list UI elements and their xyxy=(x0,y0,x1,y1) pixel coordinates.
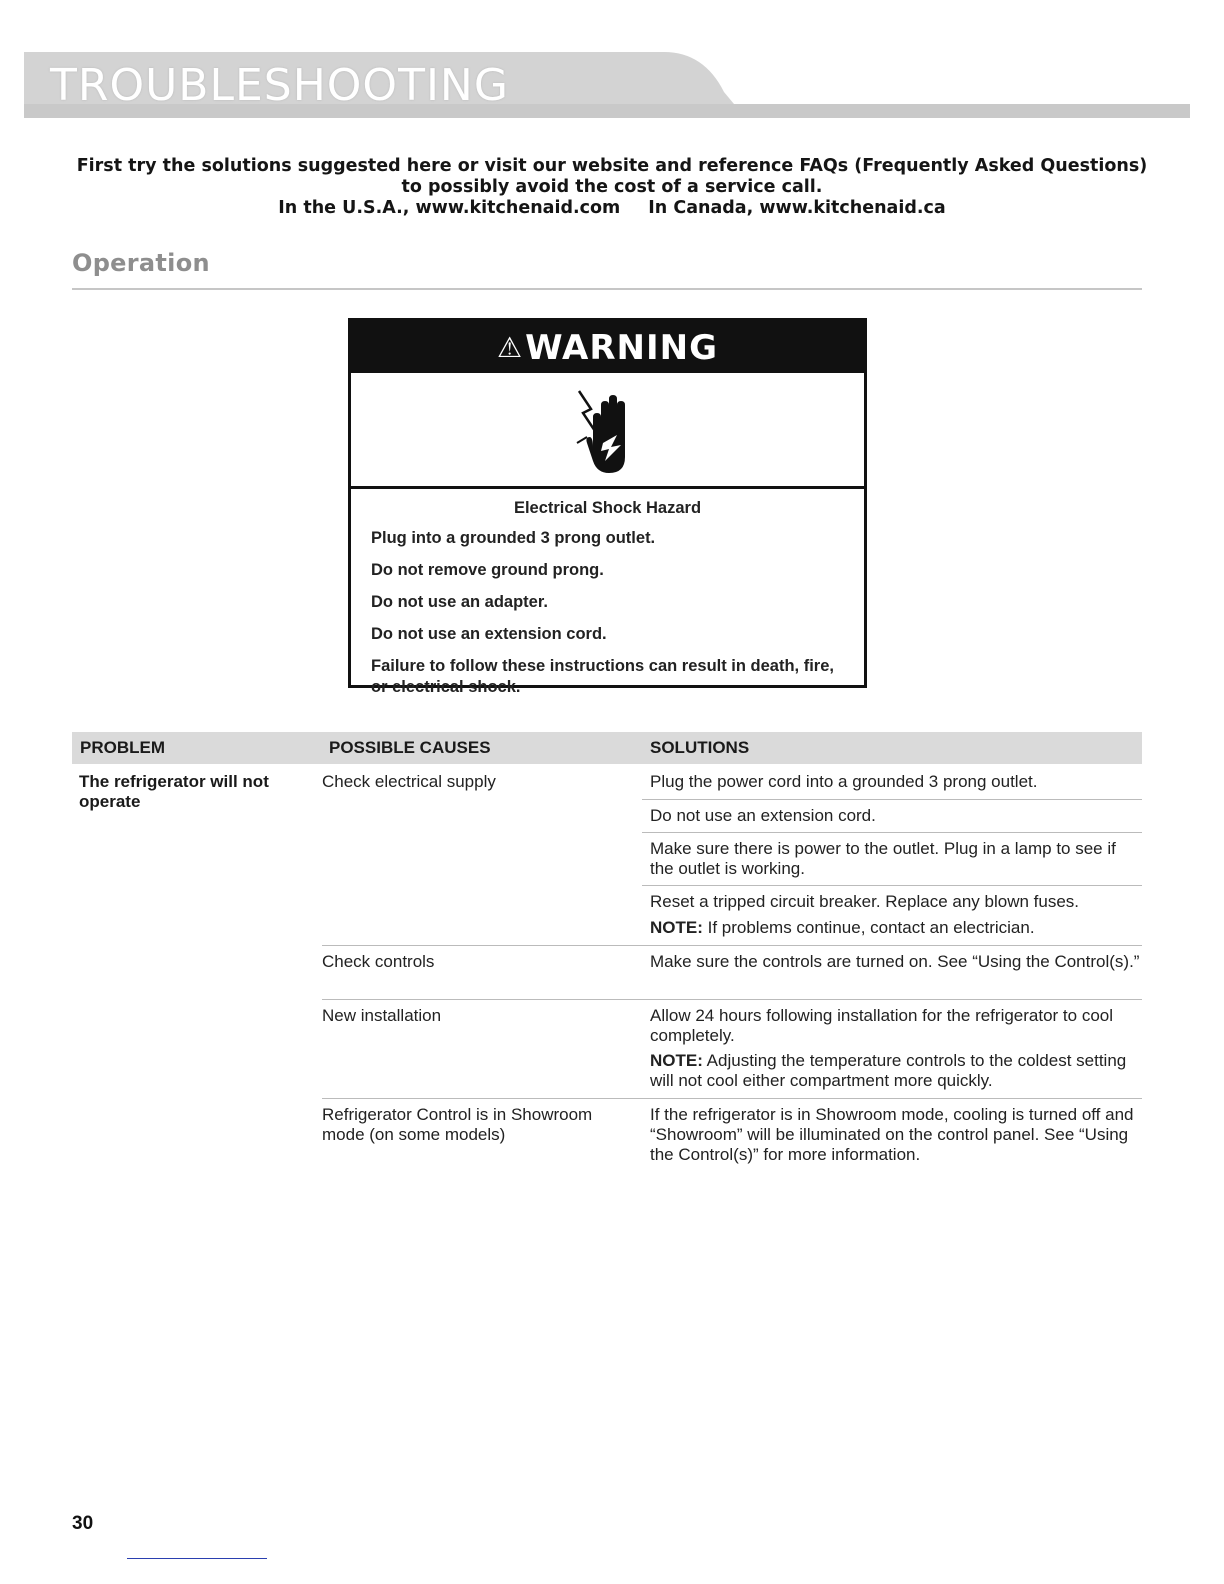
warning-line: Do not use an extension cord. xyxy=(371,625,607,643)
solution-with-note xyxy=(650,1006,1140,1091)
solution-text: Make sure there is power to the outlet. Plug in a lamp to see if the outlet is working. xyxy=(650,839,1116,878)
solution-with-note xyxy=(650,892,1140,938)
row-divider xyxy=(642,799,1142,800)
banner-title: TROUBLESHOOTING xyxy=(50,60,509,111)
problem-text: The refrigerator will not operate xyxy=(79,772,269,811)
cause-text: New installation xyxy=(322,1006,442,1025)
solution-text: Allow 24 hours following installation for the refrigerator to cool completely. xyxy=(650,1006,1114,1045)
solution-text: Plug the power cord into a grounded 3 prong outlet. xyxy=(650,772,1038,791)
troubleshooting-table xyxy=(72,732,1142,1204)
table-row xyxy=(72,764,1142,1204)
warning-header-text: WARNING xyxy=(525,328,719,368)
solution-note xyxy=(650,1051,1140,1091)
warning-icon-area xyxy=(351,373,864,489)
row-divider xyxy=(642,832,1142,833)
intro-line-2: to possibly avoid the cost of a service call. xyxy=(401,177,823,197)
canada-website[interactable]: In Canada, www.kitchenaid.ca xyxy=(648,198,946,218)
section-banner xyxy=(24,52,1190,118)
hazard-title: Electrical Shock Hazard xyxy=(513,499,702,517)
cause-text: Check electrical supply xyxy=(322,772,496,791)
row-divider xyxy=(642,885,1142,886)
warning-line: Plug into a grounded 3 prong outlet. xyxy=(371,529,656,547)
electrical-shock-hand-icon xyxy=(573,387,643,477)
note-label: NOTE: xyxy=(650,1051,703,1070)
solution-text: Do not use an extension cord. xyxy=(650,806,876,825)
intro-text xyxy=(60,156,1164,219)
intro-line-1: First try the solutions suggested here or visit our website and reference FAQs (Frequently Asked Questions) xyxy=(76,156,1148,176)
table-header xyxy=(72,732,1142,764)
usa-website[interactable]: In the U.S.A., www.kitchenaid.com xyxy=(278,198,621,218)
cause-text: Check controls xyxy=(322,952,435,971)
note-label: NOTE: xyxy=(650,918,703,937)
note-text: If problems continue, contact an electrician. xyxy=(702,918,1035,937)
warning-body xyxy=(351,489,864,698)
header-solutions: SOLUTIONS xyxy=(650,738,750,757)
header-possible-causes: POSSIBLE CAUSES xyxy=(329,738,491,757)
header-problem: PROBLEM xyxy=(80,738,165,757)
note-text: Adjusting the temperature controls to the coldest setting will not cool either compartment more quickly. xyxy=(650,1051,1127,1090)
warning-box xyxy=(348,318,867,696)
warning-line: Do not use an adapter. xyxy=(371,593,548,611)
solution-text: Reset a tripped circuit breaker. Replace any blown fuses. xyxy=(650,892,1080,911)
row-divider xyxy=(322,945,1142,946)
section-divider xyxy=(72,288,1142,290)
warning-line: Do not remove ground prong. xyxy=(371,561,604,579)
warning-header xyxy=(351,321,864,373)
website-links xyxy=(60,198,1164,219)
row-divider xyxy=(322,999,1142,1000)
page-number: 30 xyxy=(72,1513,94,1534)
cause-text: Refrigerator Control is in Showroom mode (on some models) xyxy=(322,1105,593,1144)
footer-rule xyxy=(127,1558,267,1559)
warning-triangle-icon: ⚠ xyxy=(496,331,524,364)
solution-note xyxy=(650,918,1140,938)
warning-line: Failure to follow these instructions can result in death, fire, or electrical shock. xyxy=(371,657,834,696)
row-divider xyxy=(322,1098,1142,1099)
solution-text: Make sure the controls are turned on. See “Using the Control(s).” xyxy=(650,952,1140,971)
solution-text: If the refrigerator is in Showroom mode, cooling is turned off and “Showroom” will be illuminated on the control panel. See “Using the Control(s)” for more information. xyxy=(650,1105,1134,1164)
section-heading: Operation xyxy=(72,249,210,277)
